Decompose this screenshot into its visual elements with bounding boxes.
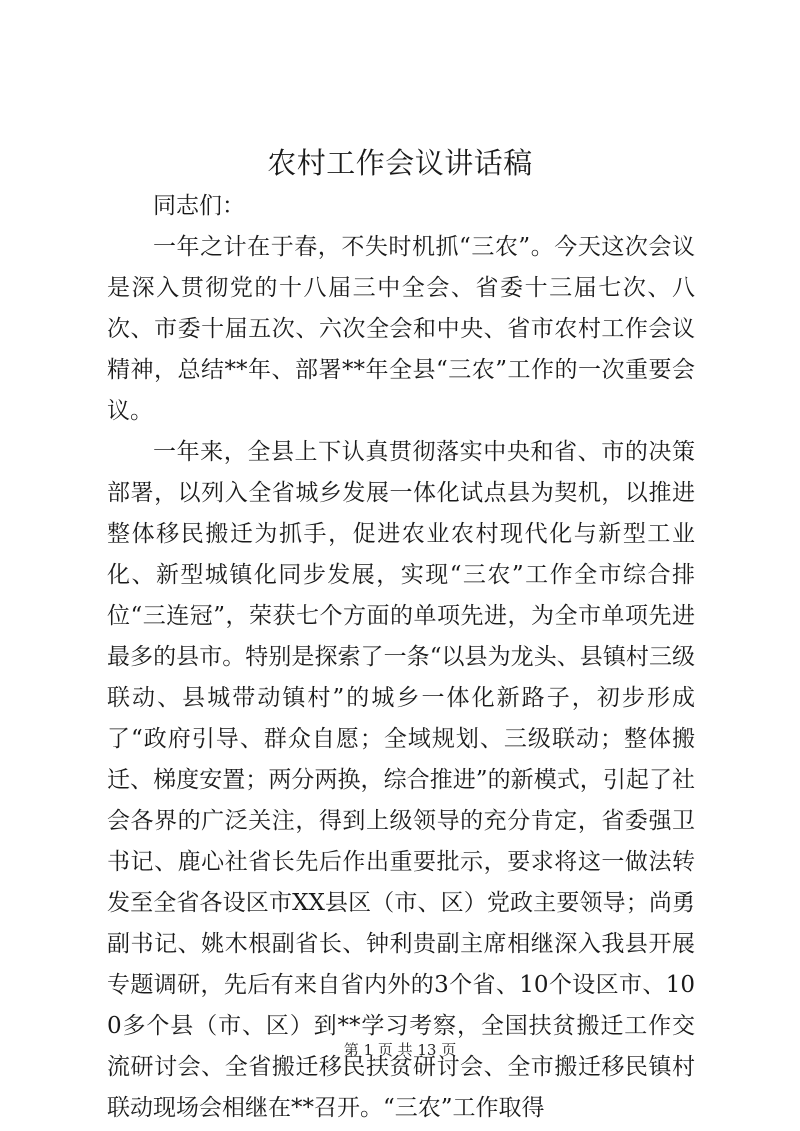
document-title: 农村工作会议讲话稿: [267, 146, 533, 180]
page-footer: [0, 1040, 800, 1060]
paragraph-2: 一年来，全县上下认真贯彻落实中央和省、市的决策部署，以列入全省城乡发展一体化试点县为契机，以推进整体移民搬迁为抓手，促进农业农村现代化与新型工业化、新型城镇化同步发展，实现“三农”工作全市综合排位“三连冠”，荣获七个方面的单项先进，为全市单项先进最多的县市。特别是探索了一条“以县为龙头、县镇村三级联动、县城带动镇村”的城乡一体化新路子，初步形成了“政府引导、群众自愿；全域规划、三级联动；整体搬迁、梯度安置；两分两换，综合推进”的新模式，引起了社会各界的广泛关注，得到上级领导的充分肯定，省委强卫书记、鹿心社省长先后作出重要批示，要求将这一做法转发至全省各设区市XX县区（市、区）党政主要领导；尚勇副书记、姚木根副省长、钟利贵副主席相继深入我县开展专题调研，先后有来自省内外的3个省、10个设区市、100多个县（市、区）到**学习考察，全国扶贫搬迁工作交流研讨会、全省搬迁移民扶贫研讨会、全市搬迁移民镇村联动现场会相继在**召开。“三农”工作取得: [107, 439, 695, 1121]
page-indicator: 第 1 页 共 13 页: [343, 1041, 457, 1059]
document-body: [107, 186, 695, 1129]
salutation: 同志们：: [153, 193, 245, 219]
paragraph-1: 一年之计在于春，不失时机抓“三农”。今天这次会议是深入贯彻党的十八届三中全会、省委十三届七次、八次、市委十届五次、六次全会和中央、省市农村工作会议精神，总结**年、部署**年全县“三农”工作的一次重要会议。: [107, 234, 695, 424]
